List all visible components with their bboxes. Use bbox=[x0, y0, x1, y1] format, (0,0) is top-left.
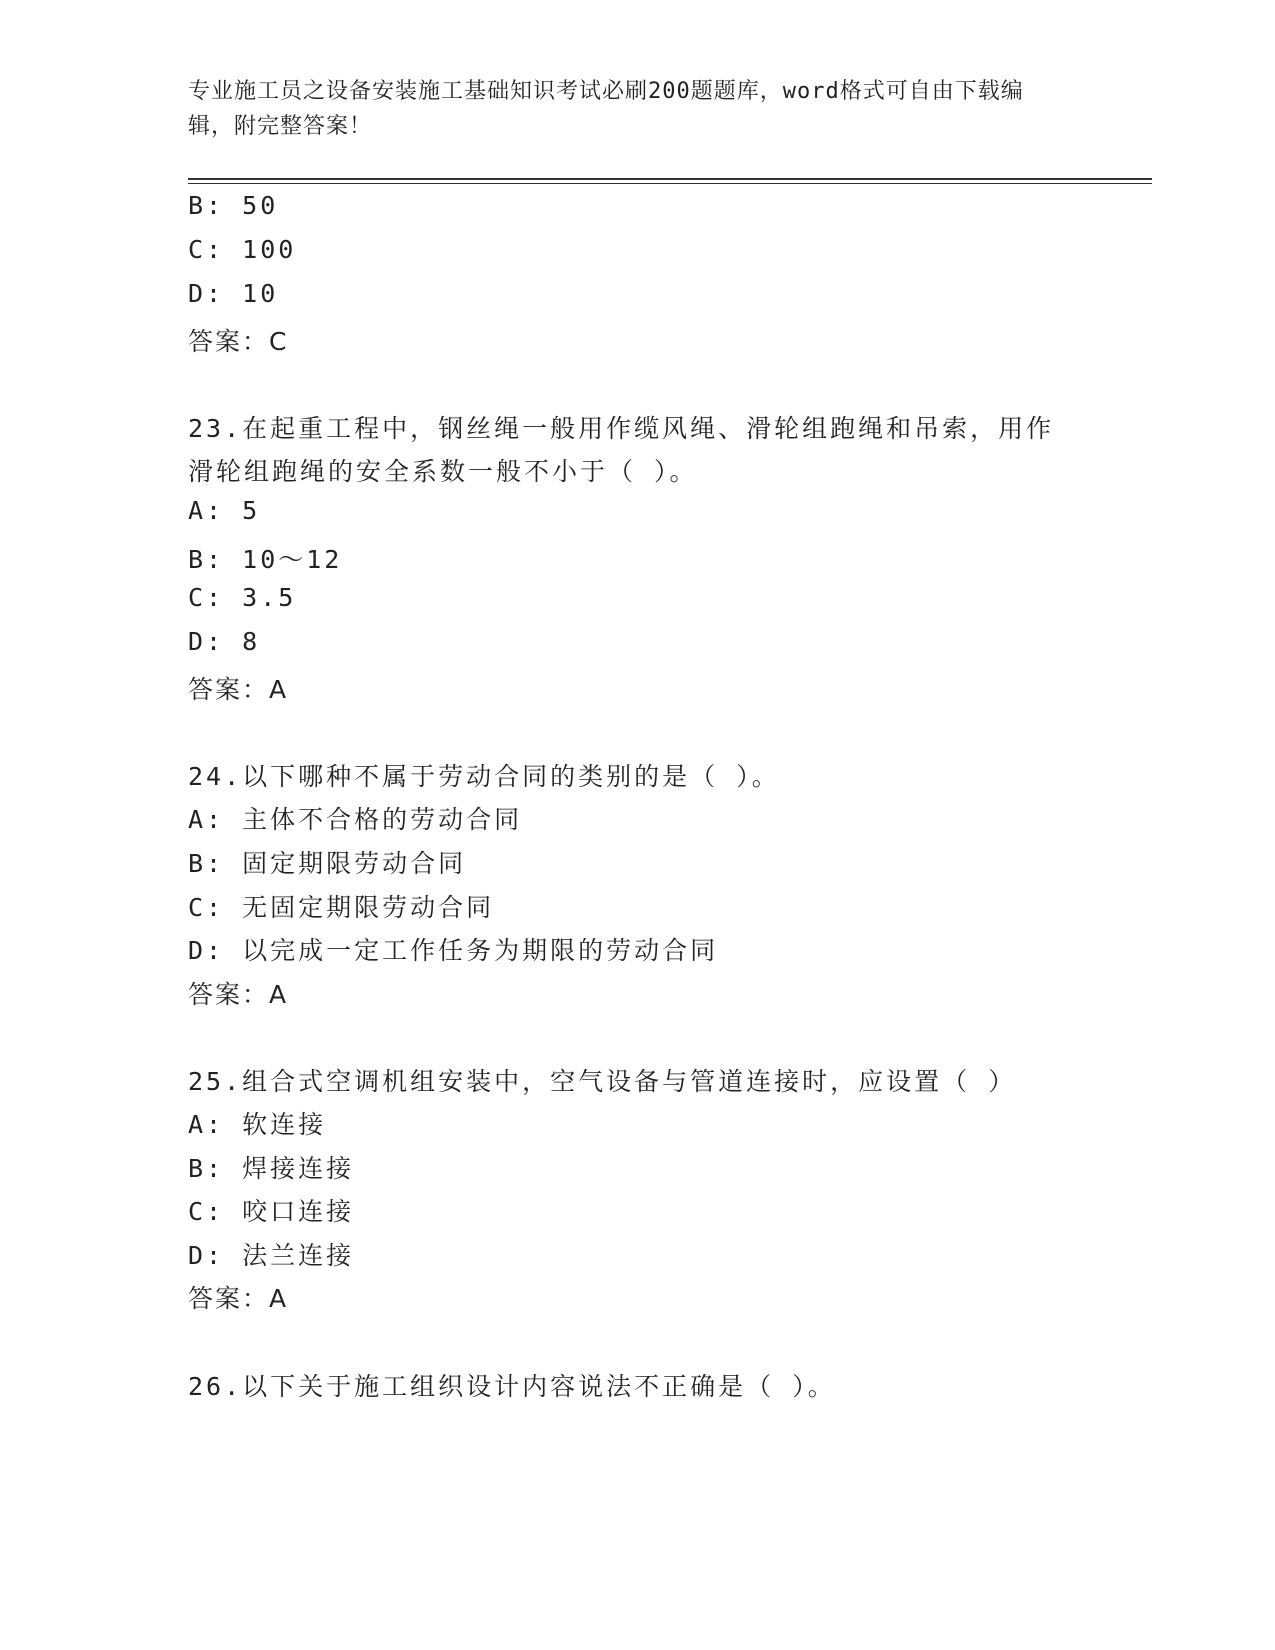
option-c: C: 咬口连接 bbox=[188, 1197, 355, 1226]
question-26: 26.以下关于施工组织设计内容说法不正确是（ ）。 bbox=[188, 1372, 836, 1401]
option-c: C: 3.5 bbox=[188, 583, 297, 612]
option-a: A: 主体不合格的劳动合同 bbox=[188, 805, 523, 834]
option-b: B: 50 bbox=[188, 191, 279, 220]
answer: 答案：A bbox=[188, 675, 289, 704]
title-divider-thick bbox=[188, 178, 1152, 180]
option-a: A: 5 bbox=[188, 496, 261, 525]
document-title: 专业施工员之设备安装施工基础知识考试必刷200题题库，word格式可自由下载编辑，附完整答案！ bbox=[188, 79, 1024, 139]
option-a: A: 软连接 bbox=[188, 1110, 327, 1139]
answer: 答案：A bbox=[188, 1284, 289, 1313]
answer: 答案：C bbox=[188, 327, 289, 356]
question-23-line1: 23.在起重工程中，钢丝绳一般用作缆风绳、滑轮组跑绳和吊索，用作 bbox=[188, 414, 1055, 443]
option-b: B: 10～12 bbox=[188, 545, 343, 574]
option-d: D: 10 bbox=[188, 279, 279, 308]
option-d: D: 以完成一定工作任务为期限的劳动合同 bbox=[188, 936, 719, 965]
question-23-line2: 滑轮组跑绳的安全系数一般不小于（ ）。 bbox=[188, 457, 698, 486]
answer: 答案：A bbox=[188, 980, 289, 1009]
title-divider-thin bbox=[188, 183, 1152, 184]
option-b: B: 焊接连接 bbox=[188, 1154, 355, 1183]
option-b: B: 固定期限劳动合同 bbox=[188, 849, 467, 878]
option-d: D: 8 bbox=[188, 627, 261, 656]
option-c: C: 100 bbox=[188, 235, 297, 264]
option-d: D: 法兰连接 bbox=[188, 1241, 355, 1270]
question-25: 25.组合式空调机组安装中，空气设备与管道连接时，应设置（ ） bbox=[188, 1067, 1017, 1096]
option-c: C: 无固定期限劳动合同 bbox=[188, 893, 495, 922]
question-24: 24.以下哪种不属于劳动合同的类别的是（ ）。 bbox=[188, 762, 780, 791]
